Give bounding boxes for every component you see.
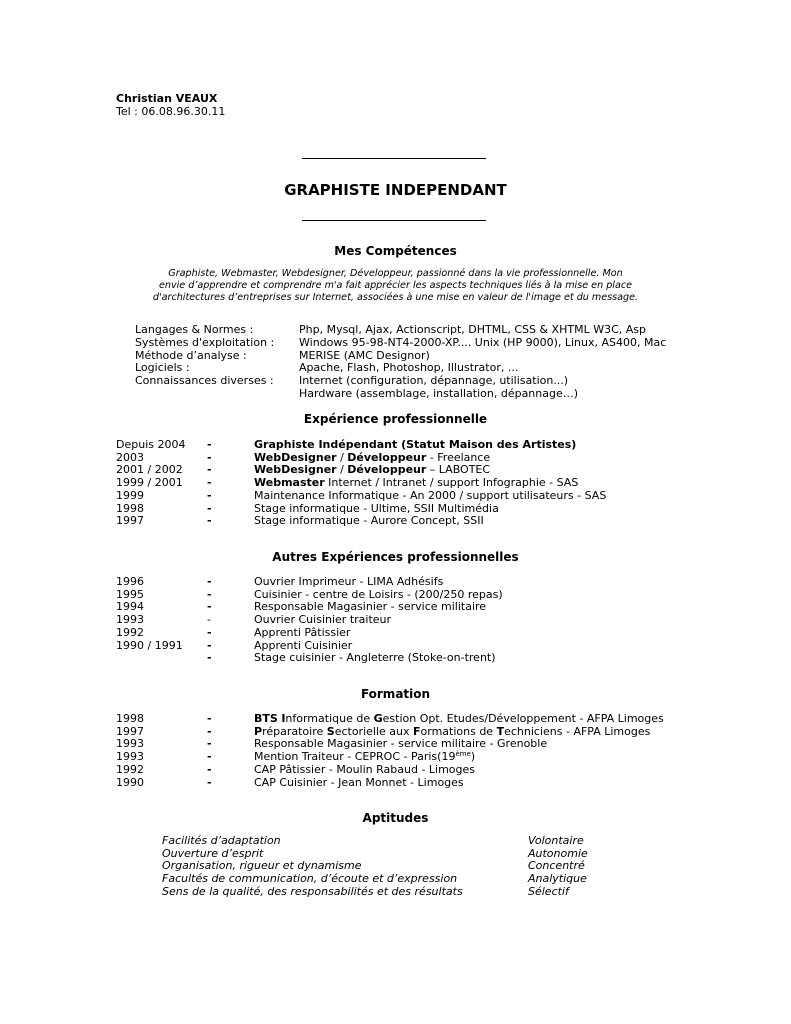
item-dash: - (207, 712, 212, 725)
aptitude-quality: Analytique (528, 872, 587, 886)
skill-value: Internet (configuration, dépannage, utilisation...) (299, 374, 569, 388)
item-dash: - (207, 501, 212, 515)
item-description: Graphiste Indépendant (Statut Maison des Artistes) (254, 438, 577, 451)
skill-row (0, 361, 791, 374)
item-description: Responsable Magasinier - service militaire - Grenoble (254, 737, 548, 751)
item-dash: - (207, 488, 212, 502)
list-item (0, 639, 791, 652)
item-dash: - (207, 514, 212, 528)
section-heading-formation: Formation (360, 687, 431, 701)
item-description: Cuisinier - centre de Loisirs - (200/250 repas) (254, 587, 503, 601)
item-year: 1998 (116, 712, 144, 725)
list-item (0, 712, 791, 725)
item-description: Apprenti Cuisinier (254, 638, 353, 652)
list-item (0, 463, 791, 476)
list-item (0, 489, 791, 502)
item-dash: - (207, 450, 212, 464)
item-year: 1997 (116, 514, 144, 528)
item-year: 1999 / 2001 (116, 476, 183, 490)
list-item (0, 626, 791, 639)
item-description: Préparatoire Sectorielle aux Formations de Techniciens - AFPA Limoges (254, 724, 651, 738)
aptitude-row (0, 859, 791, 872)
title-rule-bottom (302, 220, 486, 221)
item-dash: - (207, 762, 212, 776)
item-dash: - (207, 775, 212, 789)
aptitude-row (0, 872, 791, 885)
skill-row (0, 387, 791, 400)
skill-value: Php, Mysql, Ajax, Actionscript, DHTML, CSS & XHTML W3C, Asp (299, 323, 646, 336)
item-description: WebDesigner / Développeur - Freelance (254, 450, 491, 464)
item-description: Mention Traiteur - CEPROC - Paris(19ème) (254, 750, 476, 764)
item-year: 1992 (116, 762, 144, 776)
item-year: 1996 (116, 575, 144, 588)
page-title: GRAPHISTE INDEPENDANT (284, 181, 507, 199)
item-dash: - (207, 750, 212, 764)
aptitude-quality: Volontaire (528, 834, 584, 847)
item-description: Stage cuisinier - Angleterre (Stoke-on-trent) (254, 651, 496, 665)
list-item (0, 737, 791, 750)
list-item (0, 476, 791, 489)
list-item (0, 750, 791, 763)
competences-intro-line: Graphiste, Webmaster, Webdesigner, Développeur, passionné dans la vie professionnelle. Mon (168, 268, 623, 279)
item-year: 1997 (116, 724, 144, 738)
item-description: BTS Informatique de Gestion Opt. Etudes/Développement - AFPA Limoges (254, 712, 664, 725)
item-description: Maintenance Informatique - An 2000 / support utilisateurs - SAS (254, 488, 607, 502)
item-dash: - (207, 625, 212, 639)
aptitude-skill: Facultés de communication, d’écoute et d’expression (162, 872, 458, 886)
item-description: Ouvrier Cuisinier traiteur (254, 613, 392, 627)
skill-label: Systèmes d'exploitation : (135, 335, 275, 349)
item-dash: - (207, 438, 212, 451)
aptitude-row (0, 834, 791, 847)
skill-row (0, 323, 791, 336)
list-item (0, 613, 791, 626)
aptitude-skill: Facilités d’adaptation (162, 834, 281, 847)
skill-label: Logiciels : (135, 361, 190, 375)
list-item (0, 514, 791, 527)
skill-label: Connaissances diverses : (135, 374, 274, 388)
list-item (0, 763, 791, 776)
list-item (0, 502, 791, 515)
aptitude-quality: Sélectif (528, 884, 569, 898)
item-year: 1994 (116, 600, 144, 614)
list-item (0, 776, 791, 789)
skill-value: Hardware (assemblage, installation, dépannage…) (299, 387, 579, 400)
item-dash: - (207, 651, 212, 665)
item-dash: - (207, 638, 212, 652)
skill-row (0, 374, 791, 387)
skill-value: Apache, Flash, Photoshop, Illustrator, ... (299, 361, 519, 375)
item-description: CAP Cuisinier - Jean Monnet - Limoges (254, 775, 464, 789)
item-description: Responsable Magasinier - service militaire (254, 600, 487, 614)
item-dash: - (207, 737, 212, 751)
list-item (0, 588, 791, 601)
aptitude-quality: Concentré (528, 859, 585, 873)
item-dash: - (207, 724, 212, 738)
title-rule-top (302, 158, 486, 159)
aptitude-row (0, 847, 791, 860)
aptitude-skill: Sens de la qualité, des responsabilités et des résultats (162, 884, 463, 898)
item-dash: - (207, 600, 212, 614)
skill-row (0, 336, 791, 349)
list-item (0, 451, 791, 464)
section-heading-competences: Mes Compétences (334, 244, 457, 258)
item-description: WebDesigner / Développeur – LABOTEC (254, 463, 491, 477)
item-year: 1993 (116, 750, 144, 764)
item-year: 1993 (116, 737, 144, 751)
item-year: 2001 / 2002 (116, 463, 183, 477)
section-heading-aptitudes: Aptitudes (362, 811, 429, 825)
skill-value: MERISE (AMC Designor) (299, 348, 430, 362)
section-heading-autres: Autres Expériences professionnelles (272, 550, 519, 564)
list-item (0, 600, 791, 613)
item-description: Apprenti Pâtissier (254, 625, 351, 639)
item-year: 2003 (116, 450, 144, 464)
candidate-phone: Tel : 06.08.96.30.11 (116, 105, 226, 118)
item-year: 1998 (116, 501, 144, 515)
item-year: 1993 (116, 613, 144, 627)
section-heading-experience: Expérience professionnelle (303, 412, 488, 426)
item-year: 1990 / 1991 (116, 638, 183, 652)
item-year: Depuis 2004 (116, 438, 186, 451)
skill-label: Méthode d’analyse : (135, 348, 247, 362)
item-dash: - (207, 463, 212, 477)
skill-value: Windows 95-98-NT4-2000-XP.... Unix (HP 9000), Linux, AS400, Mac (299, 335, 667, 349)
aptitude-row (0, 885, 791, 898)
candidate-name: Christian VEAUX (116, 92, 218, 105)
item-description: Stage informatique - Aurore Concept, SSII (254, 514, 484, 528)
list-item (0, 438, 791, 451)
item-dash: - (207, 476, 212, 490)
item-year: 1992 (116, 625, 144, 639)
item-year: 1999 (116, 488, 144, 502)
item-dash: - (207, 613, 211, 627)
aptitude-quality: Autonomie (528, 846, 588, 860)
item-description: CAP Pâtissier - Moulin Rabaud - Limoges (254, 762, 476, 776)
list-item (0, 575, 791, 588)
item-dash: - (207, 575, 212, 588)
list-item (0, 725, 791, 738)
item-dash: - (207, 587, 212, 601)
skill-row (0, 349, 791, 362)
item-year: 1995 (116, 587, 144, 601)
item-description: Stage informatique - Ultime, SSII Multimédia (254, 501, 499, 515)
list-item (0, 651, 791, 664)
skill-label: Langages & Normes : (135, 323, 254, 336)
competences-intro-line: d'architectures d’entreprises sur Internet, associées à une mise en valeur de l'image et du message. (152, 292, 639, 303)
aptitude-skill: Organisation, rigueur et dynamisme (162, 859, 362, 873)
item-description: Webmaster Internet / Intranet / support Infographie - SAS (254, 476, 579, 490)
item-description: Ouvrier Imprimeur - LIMA Adhésifs (254, 575, 444, 588)
aptitude-skill: Ouverture d’esprit (162, 846, 264, 860)
item-year: 1990 (116, 775, 144, 789)
competences-intro-line: envie d’apprendre et comprendre m'a fait apprécier les aspects techniques liés à la mise en place (158, 280, 633, 291)
